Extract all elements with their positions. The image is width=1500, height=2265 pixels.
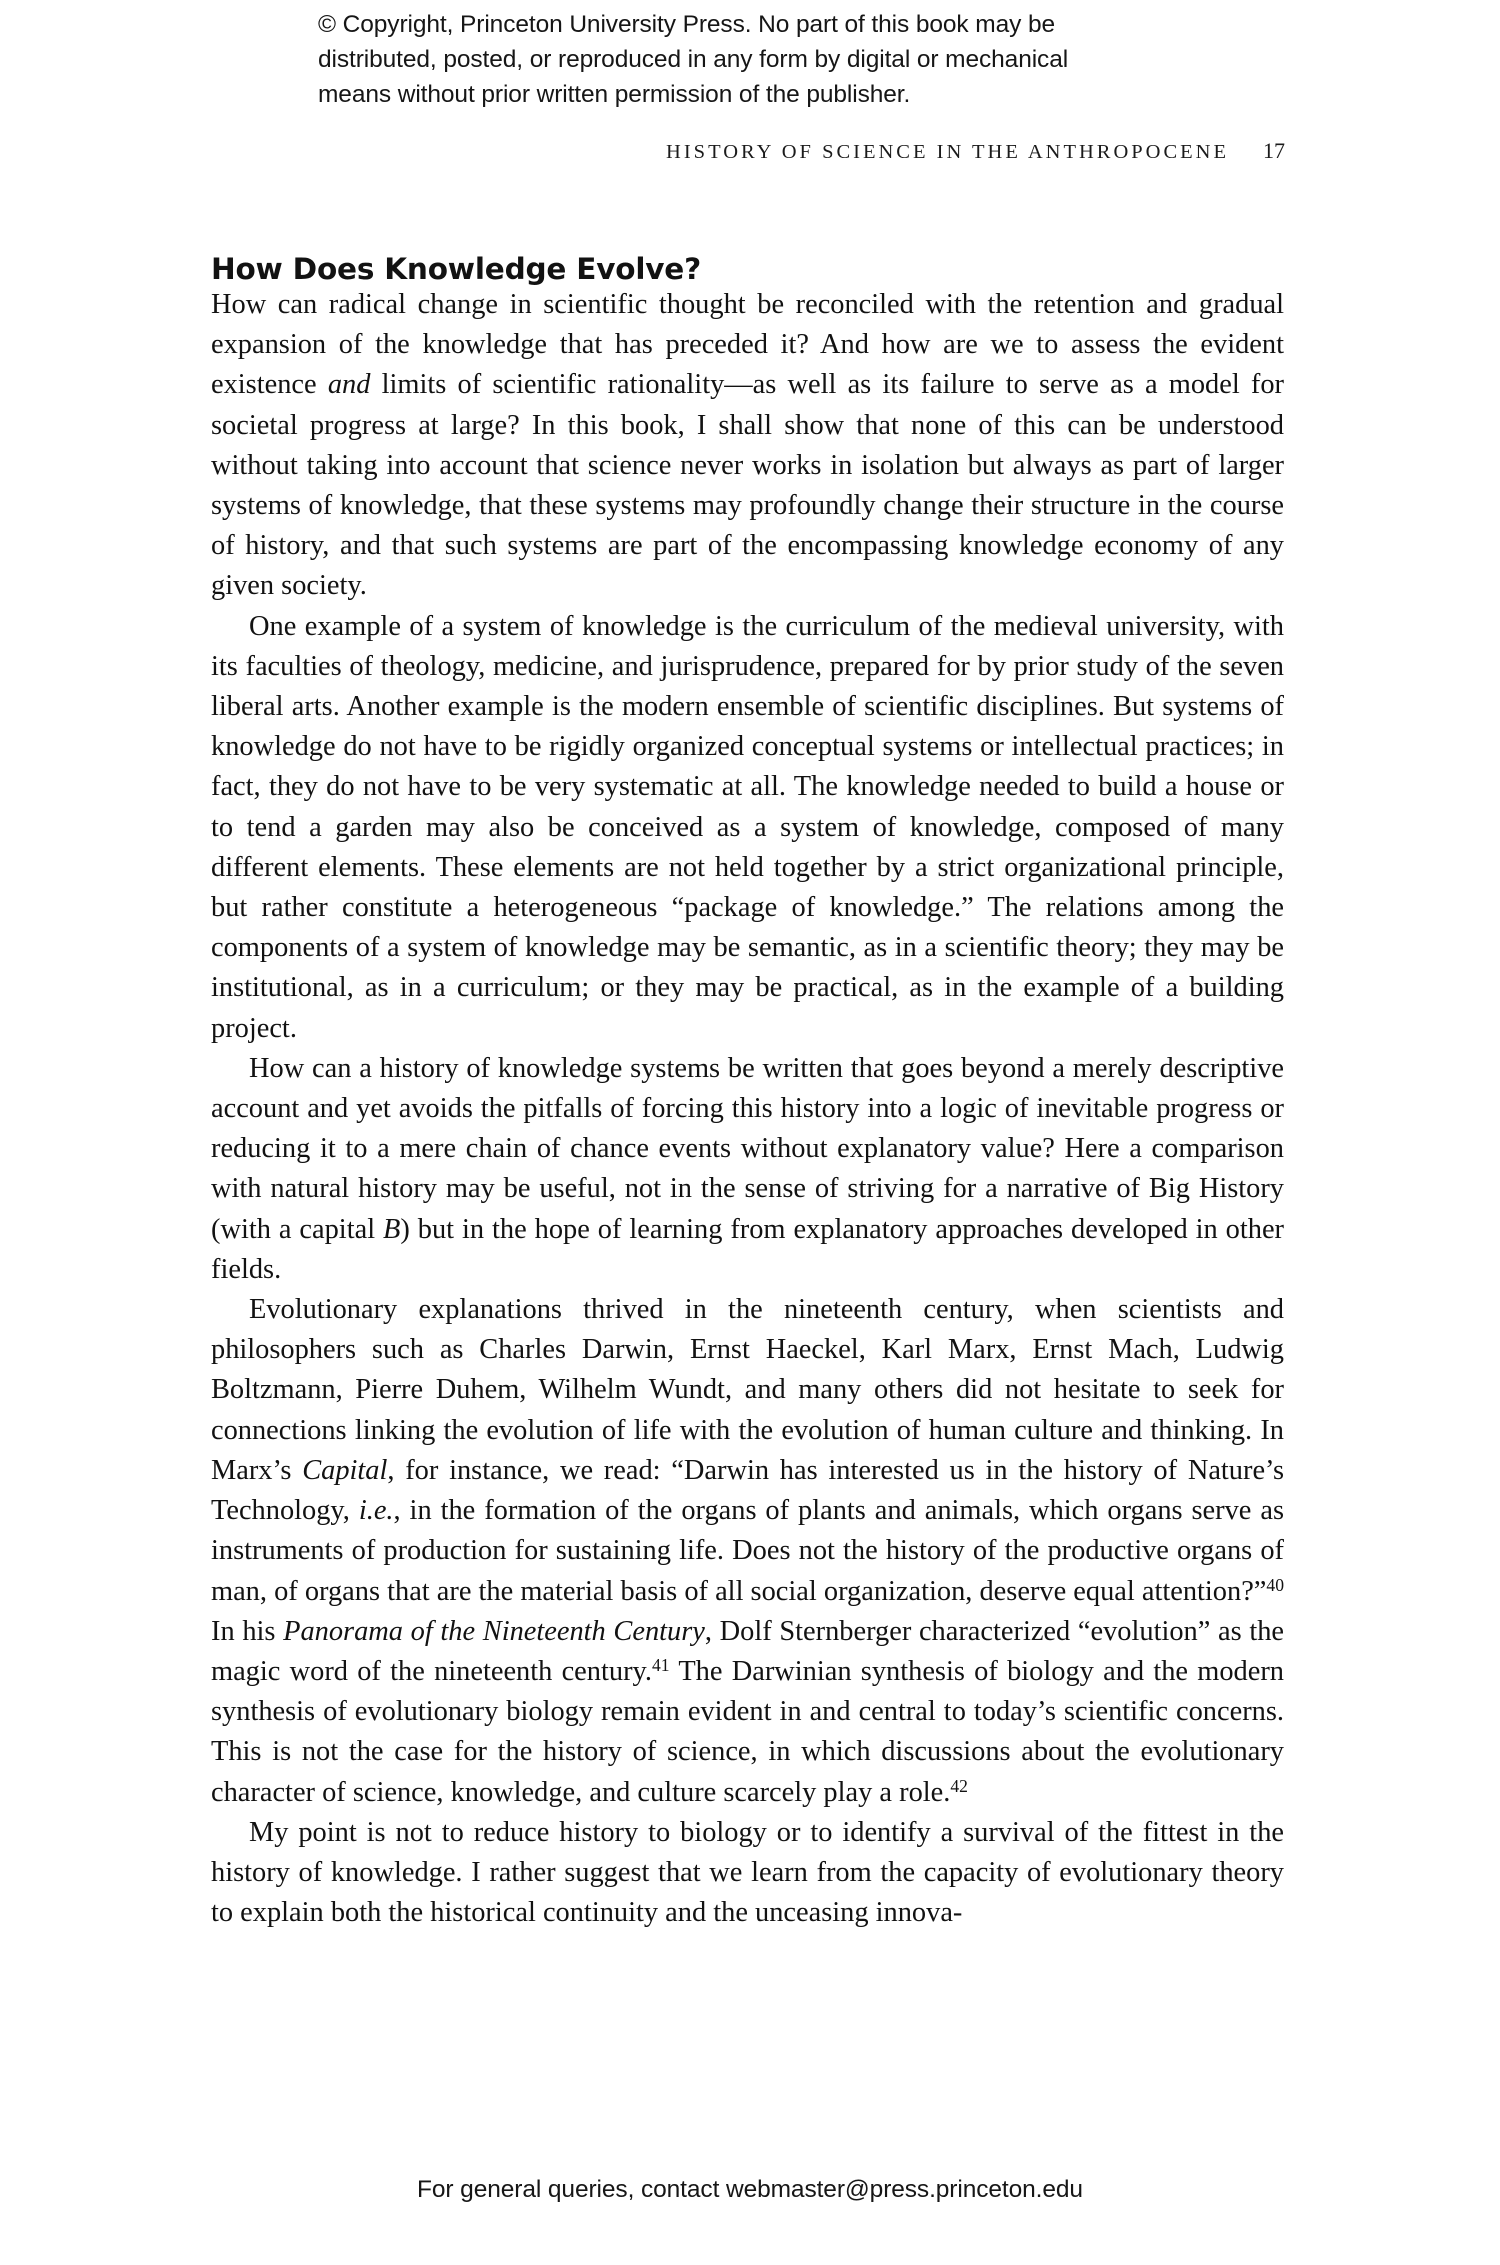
copyright-notice-line-2: distributed, posted, or reproduced in any form by digital or mechanical — [318, 45, 1069, 73]
para-3: How can a history of knowledge systems be written that goes beyond a merely descriptive account and yet avoids the pitfalls of forcing this history into a logic of inevitable progress or reducing it to a mere chain of chance events without explanatory value? Here a comparison with natural history may be useful, not in the sense of striving for a narrative of Big History (with a capital B) but in the hope of learning from explanatory approaches developed in other fields. — [211, 1052, 1285, 1285]
copyright-notice — [318, 8, 1178, 112]
copyright-notice-line-3: means without prior written permission of the publisher. — [318, 80, 911, 108]
running-head — [210, 138, 1285, 164]
footer-query-note: For general queries, contact webmaster@press.princeton.edu — [417, 2176, 1083, 2203]
para-2: One example of a system of knowledge is the curriculum of the medieval university, with its faculties of theology, medicine, and jurisprudence, prepared for by prior study of the seven liberal arts. Another example is the modern ensemble of scientific disciplines. But systems of knowledge do not have to be rigidly organized conceptual systems or intellectual practices; in fact, they do not have to be very systematic at all. The knowledge needed to build a house or to tend a garden may also be conceived as a system of knowledge, composed of many different elements. These elements are not held together by a strict organizational principle, but rather constitute a heterogeneous “package of knowledge.” The relations among the components of a system of knowledge may be semantic, as in a scientific theory; they may be institutional, as in a curriculum; or they may be practical, as in the example of a building project. — [211, 610, 1284, 1044]
page-number: 17 — [1263, 138, 1285, 163]
para-4: Evolutionary explanations thrived in the nineteenth century, when scientists and philosophers such as Charles Darwin, Ernst Haeckel, Karl Marx, Ernst Mach, Ludwig Boltzmann, Pierre Duhem, Wilhelm Wundt, and many others did not hesitate to seek for connections linking the evolution of life with the evolution of human culture and thinking. In Marx’s Capital, for instance, we read: “Darwin has interested us in the history of Nature’s Technology, i.e., in the formation of the organs of plants and animals, which organs serve as instruments of production for sustaining life. Does not the history of the productive organs of man, of organs that are the material basis of all social organization, deserve equal attention?”$^{40}$ In his Panorama of the Nineteenth Century, Dolf Sternberger characterized “evolution” as the magic word of the nineteenth century.$^{41}$ The Darwinian synthesis of biology and the modern synthesis of evolutionary biology remain evident in and central to today’s scientific concerns. This is not the case for the history of science, in which discussions about the evolutionary character of science, knowledge, and culture scarcely play a role.$^{42}$ — [211, 1294, 1285, 1808]
body-text-column — [211, 285, 1284, 1933]
para-5: My point is not to reduce history to biology or to identify a survival of the fittest in the history of knowledge. I rather suggest that we learn from the capacity of evolutionary theory to explain both the historical continuity and the unceasing innova- — [211, 1816, 1284, 1929]
para-1: How can radical change in scientific thought be reconciled with the retention and gradual expansion of the knowledge that has preceded it? And how are we to assess the evident existence and limits of scientific rationality—as well as its failure to serve as a model for societal progress at large? In this book, I shall show that none of this can be understood without taking into account that science never works in isolation but always as part of larger systems of knowledge, that these systems may profoundly change their structure in the course of history, and that such systems are part of the encompassing knowledge economy of any given society. — [211, 289, 1285, 602]
running-head-title: HISTORY OF SCIENCE IN THE ANTHROPOCENE — [666, 141, 1229, 163]
section-heading: How Does Knowledge Evolve? — [211, 252, 701, 287]
copyright-notice-line-1: © Copyright, Princeton University Press. No part of this book may be — [318, 11, 1056, 38]
